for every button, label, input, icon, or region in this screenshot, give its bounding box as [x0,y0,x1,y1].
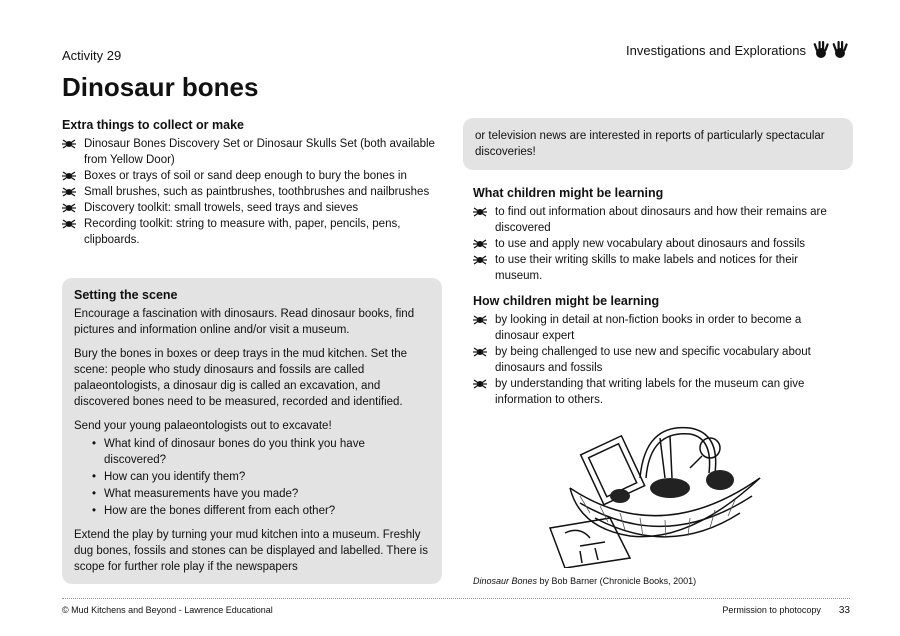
scene-paragraph: Bury the bones in boxes or deep trays in the mud kitchen. Set the scene: people who study dinosaurs and fossils are called palaeontologists, a dinosaur dig is called an excavation, and discovered bones need to be measured, recorded and identified. [74,348,408,408]
what-learning-list [473,204,843,284]
page-number: 33 [838,605,850,616]
list-item [473,376,843,408]
list-item-text: Discovery toolkit: small trowels, seed trays and sieves [84,202,359,214]
list-item [62,168,442,184]
list-item-text: by understanding that writing labels for the museum can give information to others. [495,378,805,406]
question-item: • What measurements have you made? [92,486,430,502]
spider-bullet-icon [473,313,487,327]
list-item-text: by being challenged to use new and specific vocabulary about dinosaurs and fossils [495,346,811,374]
extra-things-section [62,118,442,248]
list-item [62,200,442,216]
spider-bullet-icon [473,345,487,359]
footer-right [722,605,850,616]
handprints-icon [812,40,850,60]
scene-paragraph: Send your young palaeontologists out to excavate! [74,420,332,432]
list-item-text: to use and apply new vocabulary about dinosaurs and fossils [495,238,806,250]
how-learning-list [473,312,843,408]
question-item: • How can you identify them? [92,469,430,485]
setting-scene-box [62,278,442,584]
list-item [473,236,843,252]
list-item [473,344,843,376]
footer-permission: Permission to photocopy [722,605,821,615]
page-title: Dinosaur bones [62,72,259,102]
what-learning-heading: What children might be learning [473,186,664,200]
activity-number: Activity 29 [62,48,122,63]
spider-bullet-icon [62,217,76,231]
list-item-text: Recording toolkit: string to measure with, paper, pencils, pens, clipboards. [84,218,401,246]
questions-list [74,436,430,519]
footer-divider [62,598,850,599]
scene-paragraph: Extend the play by turning your mud kitchen into a museum. Freshly dug bones, fossils and stones can be displayed and labelled. There is scope for further role play if the newspapers [74,529,428,573]
section-header [626,40,850,60]
spider-bullet-icon [62,185,76,199]
list-item-text: Small brushes, such as paintbrushes, toothbrushes and nailbrushes [84,186,430,198]
list-item [473,312,843,344]
extra-things-list [62,136,442,248]
setting-scene-heading: Setting the scene [74,288,178,302]
spider-bullet-icon [473,237,487,251]
scene-continuation-box [463,118,853,170]
illustration-caption [473,576,696,586]
list-item [62,184,442,200]
spider-bullet-icon [62,169,76,183]
scene-paragraph: Encourage a fascination with dinosaurs. Read dinosaur books, find pictures and information online and/or visit a museum. [74,308,415,336]
how-learning-heading: How children might be learning [473,294,660,308]
caption-credit: by Bob Barner (Chronicle Books, 2001) [537,576,697,586]
what-learning-section [473,186,843,284]
list-item [473,204,843,236]
section-title: Investigations and Explorations [626,42,806,58]
question-item: • What kind of dinosaur bones do you think you have discovered? [92,436,430,468]
spider-bullet-icon [473,205,487,219]
spider-bullet-icon [473,253,487,267]
list-item-text: by looking in detail at non-fiction books in order to become a dinosaur expert [495,314,802,342]
list-item [62,136,442,168]
basket-illustration [520,418,780,568]
list-item [62,216,442,248]
list-item-text: to use their writing skills to make labels and notices for their museum. [495,254,798,282]
caption-book-title: Dinosaur Bones [473,576,538,586]
footer-copyright: © Mud Kitchens and Beyond - Lawrence Educational [62,605,273,615]
spider-bullet-icon [473,377,487,391]
scene-continuation-text: or television news are interested in reports of particularly spectacular discoveries! [475,130,825,158]
question-item: • How are the bones different from each other? [92,503,430,519]
spider-bullet-icon [62,201,76,215]
how-learning-section [473,294,843,408]
extra-things-heading: Extra things to collect or make [62,118,244,132]
list-item-text: to find out information about dinosaurs and how their remains are discovered [495,206,827,234]
list-item-text: Boxes or trays of soil or sand deep enough to bury the bones in [84,170,407,182]
spider-bullet-icon [62,137,76,151]
list-item-text: Dinosaur Bones Discovery Set or Dinosaur Skulls Set (both available from Yellow Door) [84,138,435,166]
list-item [473,252,843,284]
